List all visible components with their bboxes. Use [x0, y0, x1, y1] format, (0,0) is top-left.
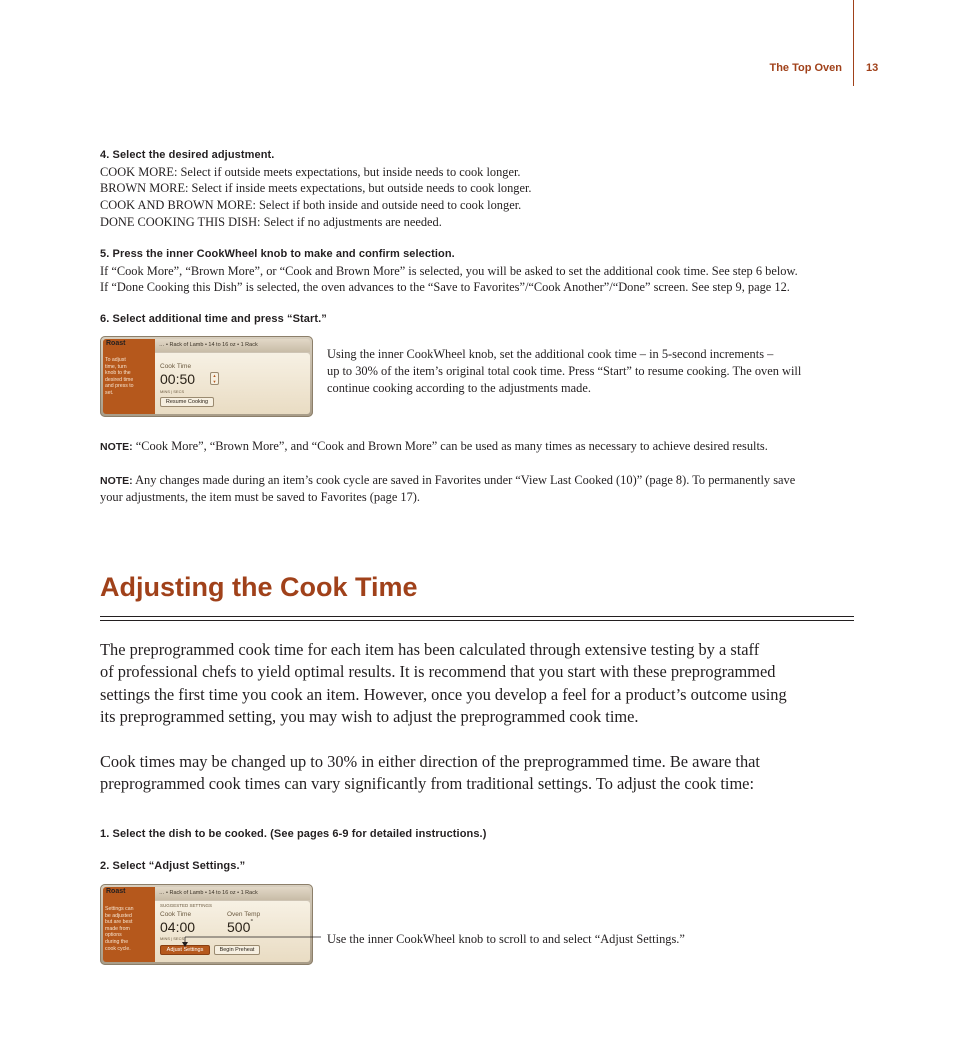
- intro-line: preprogrammed cook times can vary significantly from traditional settings. To adjust the cook time:: [100, 774, 755, 793]
- intro-line: its preprogrammed setting, you may wish to adjust the preprogrammed cook time.: [100, 707, 639, 726]
- begin-preheat-button[interactable]: Begin Preheat: [214, 945, 260, 955]
- oven-temp-value: 500°: [227, 919, 254, 935]
- step-4-heading: 4. Select the desired adjustment.: [100, 149, 275, 161]
- cook-time-label: Cook Time: [160, 911, 192, 918]
- time-stepper-icon: ▲ ▼: [210, 372, 219, 385]
- screen-title: Roast: [106, 888, 126, 895]
- callout-leader: [170, 930, 330, 950]
- step-4-line: DONE COOKING THIS DISH: Select if no adjustments are needed.: [100, 215, 442, 229]
- step-6-line: up to 30% of the item’s original total cook time. Press “Start” to resume cooking. The oven will: [327, 364, 802, 378]
- oven-screen-adjust-settings: [100, 884, 313, 965]
- cook-time-value: 04:00: [160, 919, 196, 935]
- intro-line: of professional chefs to yield optimal results. It is recommend that you start with these preprogrammed: [100, 662, 776, 681]
- suggested-settings-label: SUGGESTED SETTINGS: [160, 903, 213, 908]
- adjust-step-1: 1. Select the dish to be cooked. (See pages 6-9 for detailed instructions.): [100, 828, 487, 840]
- cook-time-value: 00:50: [160, 371, 196, 387]
- note-label: NOTE:: [100, 441, 133, 453]
- screen-help-text: Settings can be adjusted but are best made from options during the cook cycle.: [105, 906, 134, 952]
- cook-time-label: Cook Time: [160, 363, 192, 370]
- adjust-settings-button[interactable]: Adjust Settings: [160, 945, 210, 955]
- step-6-line: Using the inner CookWheel knob, set the additional cook time – in 5-second increments –: [327, 347, 774, 361]
- step-5-heading: 5. Press the inner CookWheel knob to make and confirm selection.: [100, 248, 455, 260]
- oven-temp-label: Oven Temp: [227, 911, 261, 918]
- header-divider: [853, 0, 854, 86]
- resume-cooking-button[interactable]: Resume Cooking: [160, 397, 214, 407]
- arrow-down-icon: [182, 942, 188, 947]
- intro-line: The preprogrammed cook time for each item has been calculated through extensive testing by a staff: [100, 640, 760, 659]
- section-title: Adjusting the Cook Time: [100, 572, 418, 602]
- step-5-line: If “Done Cooking this Dish” is selected, the oven advances to the “Save to Favorites”/“Cook Another”/“Done” screen. See step 9, page 12.: [100, 280, 790, 294]
- note-text: Any changes made during an item’s cook cycle are saved in Favorites under “View Last Cooked (10)” (page 8). To permanently save: [135, 473, 796, 487]
- section-rule: [100, 616, 854, 617]
- oven-screen-cook-time: [100, 336, 313, 417]
- screen-help-text: To adjust time, turn knob to the desired time and press to set.: [105, 357, 134, 396]
- step-4-line: COOK AND BROWN MORE: Select if both inside and outside need to cook longer.: [100, 198, 522, 212]
- screen-title: Roast: [106, 340, 126, 347]
- running-header-title: The Top Oven: [769, 62, 842, 74]
- step-6-heading: 6. Select additional time and press “Start.”: [100, 313, 327, 325]
- adjust-step-2: 2. Select “Adjust Settings.”: [100, 860, 246, 872]
- note-text: “Cook More”, “Brown More”, and “Cook and Brown More” can be used as many times as necessary to achieve desired results.: [135, 439, 768, 453]
- note-2: [100, 472, 795, 490]
- intro-line: settings the first time you cook an item. However, once you develop a feel for a product’s outcome using: [100, 685, 787, 704]
- intro-line: Cook times may be changed up to 30% in either direction of the preprogrammed time. Be aware that: [100, 752, 760, 771]
- step-2-caption: Use the inner CookWheel knob to scroll to and select “Adjust Settings.”: [327, 932, 685, 946]
- step-6-line: continue cooking according to the adjustments made.: [327, 381, 591, 395]
- screen-breadcrumb: … • Rack of Lamb • 14 to 16 oz • 1 Rack: [155, 339, 310, 352]
- step-4-line: COOK MORE: Select if outside meets expectations, but inside needs to cook longer.: [100, 165, 521, 179]
- screen-breadcrumb: … • Rack of Lamb • 14 to 16 oz • 1 Rack: [155, 887, 310, 900]
- page-number: 13: [866, 62, 879, 74]
- step-5-line: If “Cook More”, “Brown More”, or “Cook and Brown More” is selected, you will be asked to set the additional cook time. See step 6 below.: [100, 264, 798, 278]
- step-4-line: BROWN MORE: Select if inside meets expectations, but outside needs to cook longer.: [100, 181, 532, 195]
- time-units: MINS | SECS: [160, 936, 185, 941]
- note-1: [100, 438, 768, 456]
- time-units: MINS | SECS: [160, 389, 185, 394]
- note-2-continued: your adjustments, the item must be saved to Favorites (page 17).: [100, 490, 421, 504]
- note-label: NOTE:: [100, 475, 133, 487]
- screen-panel: [155, 353, 310, 414]
- section-rule: [100, 620, 854, 621]
